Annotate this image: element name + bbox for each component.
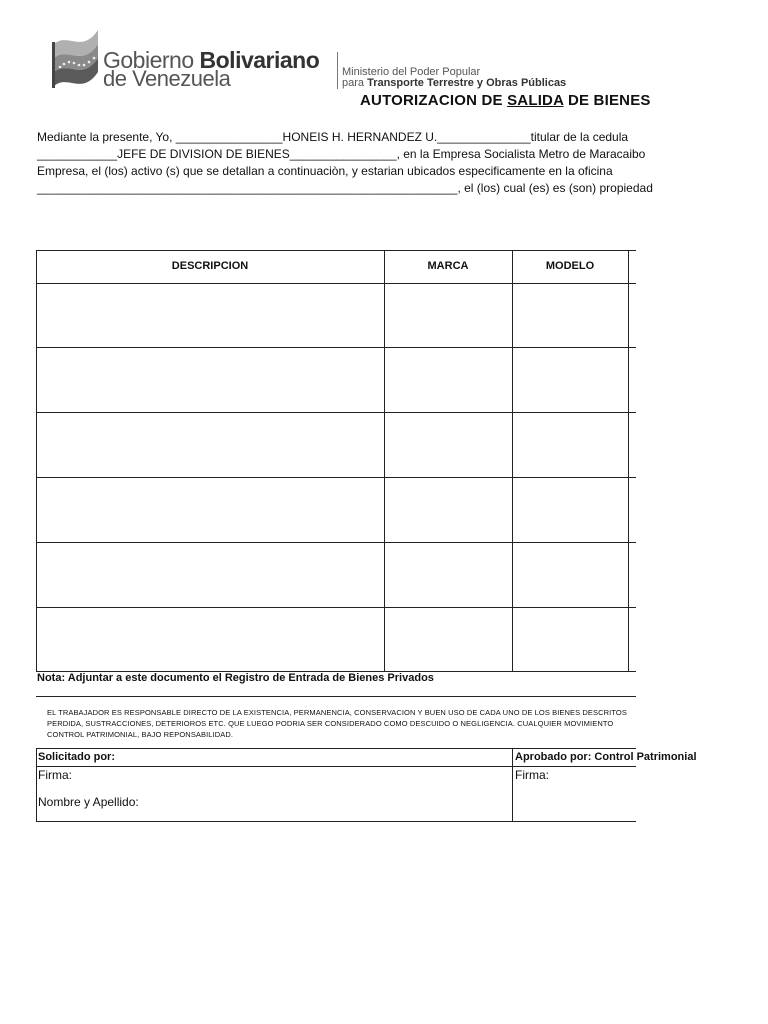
firma-left-label: Firma: [38, 768, 72, 782]
header-descripcion: DESCRIPCION [171, 260, 249, 272]
aprobado-label: Aprobado por: Control Patrimonial [515, 751, 697, 763]
ministry-line2: para Transporte Terrestre y Obras Públicas [342, 77, 567, 89]
header-divider [337, 52, 338, 89]
disclaimer-line-2: PERDIDA, SUSTRACCIONES, DETERIOROS ETC. QUE LUEGO PODRIA SER CONSIDERADO COMO DESCUIDO O NEGLIGENCIA. CUALQUIER MOVIMIENTO [47, 719, 614, 728]
paragraph-line-4: _______________________________________________________________, el (los) cual (es) es (son) propiedad [37, 181, 653, 195]
paragraph-line-3: Empresa, el (los) activo (s) que se detallan a continuaciòn, y estarian ubicados especificamente en la oficina [37, 164, 613, 178]
solicitado-label: Solicitado por: [38, 751, 115, 763]
header-marca: MARCA [427, 260, 469, 272]
nombre-apellido-label: Nombre y Apellido: [38, 795, 139, 809]
paragraph-line-1: Mediante la presente, Yo, ________________HONEIS H. HERNANDEZ U.______________titular de la cedula [37, 130, 629, 144]
nota-text: Nota: Adjuntar a este documento el Registro de Entrada de Bienes Privados [37, 672, 434, 684]
disclaimer-line-3: CONTROL PATRIMONIAL, BAJO REPONSABILIDAD. [47, 730, 234, 739]
venezuela-flag-logo-icon [50, 38, 106, 88]
government-name-line2: de Venezuela [103, 66, 231, 91]
header-modelo: MODELO [545, 260, 595, 272]
document-title: AUTORIZACION DE SALIDA DE BIENES [360, 92, 651, 109]
government-name-line1: Gobierno Bolivariano [103, 47, 320, 73]
disclaimer-line-1: EL TRABAJADOR ES RESPONSABLE DIRECTO DE LA EXISTENCIA, PERMANENCIA, CONSERVACION Y BUEN USO DE CADA UNO DE LOS BIENES DESCRITOS [47, 708, 627, 717]
ministry-line1: Ministerio del Poder Popular [342, 66, 481, 78]
firma-right-label: Firma: [515, 768, 549, 782]
paragraph-line-2: ____________JEFE DE DIVISION DE BIENES________________, en la Empresa Socialista Metro de Maracaibo [37, 147, 646, 161]
